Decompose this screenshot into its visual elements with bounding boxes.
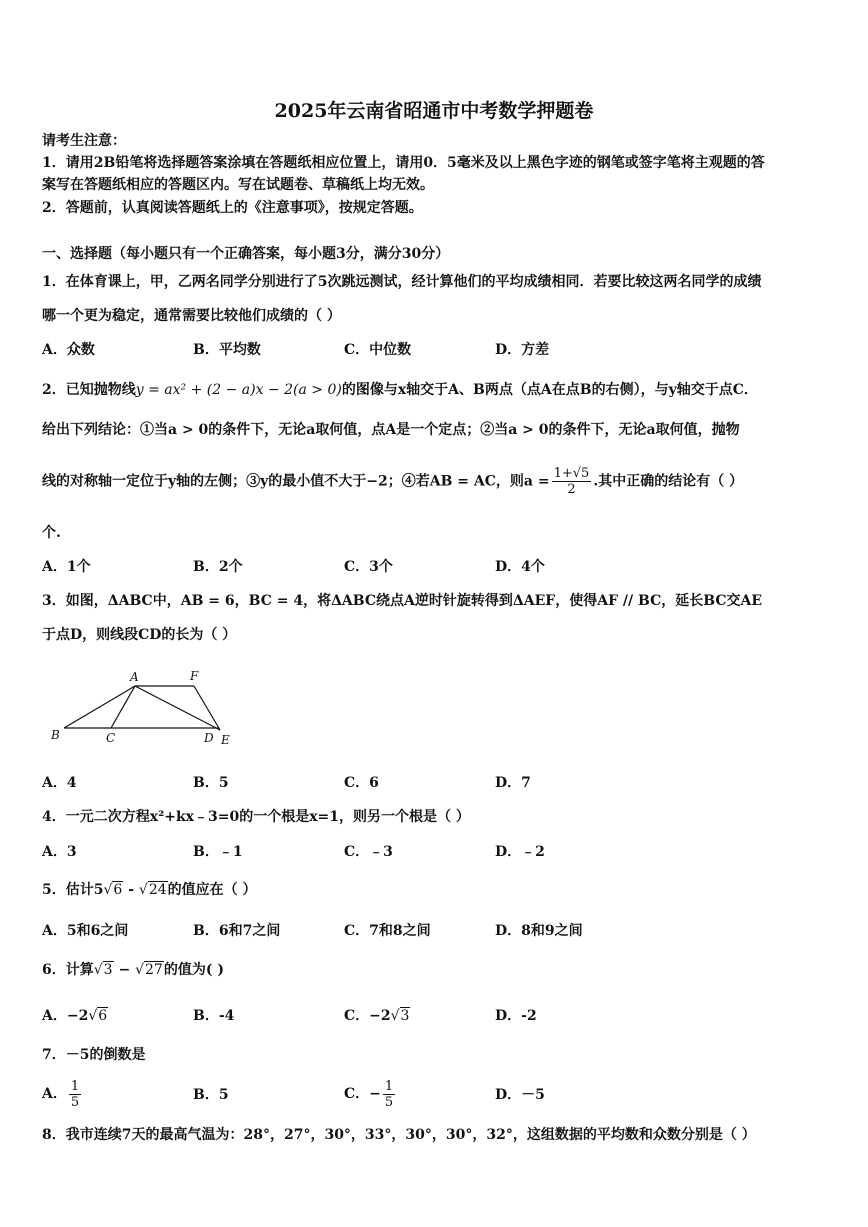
q6-option-b: B．-4 bbox=[193, 1008, 235, 1024]
q3-option-b: B．5 bbox=[193, 775, 229, 791]
notice-item-2: 2．答题前，认真阅读答题纸上的《注意事项》，按规定答题。 bbox=[42, 200, 423, 216]
q5-radicand-2: 24 bbox=[148, 882, 167, 898]
q7-option-c-fraction bbox=[383, 1079, 395, 1110]
q6-option-d: D．-2 bbox=[495, 1008, 537, 1024]
q6-prefix: 6．计算 bbox=[42, 962, 94, 978]
q5-stem: 5．估计5√6 - √24的值应在（ ） bbox=[42, 882, 257, 898]
notice-item-1b: 案写在答题纸相应的答题区内。写在试题卷、草稿纸上均无效。 bbox=[42, 177, 434, 193]
q7-option-a-numerator: 1 bbox=[70, 1078, 80, 1094]
q1-stem-a: 1．在体育课上，甲，乙两名同学分别进行了5次跳远测试，经计算他们的平均成绩相同．若要比较这两名同学的成绩 bbox=[42, 274, 762, 290]
q5-option-b: B．6和7之间 bbox=[193, 923, 281, 939]
q6-option-a: A．−2√6 bbox=[42, 1008, 108, 1024]
q6-option-a-radicand: 6 bbox=[98, 1008, 108, 1024]
q5-radicand-1: 6 bbox=[113, 882, 123, 898]
q1-option-c: C．中位数 bbox=[344, 342, 412, 358]
q7-option-a-label: A． bbox=[42, 1086, 67, 1102]
q7-option-c-numerator: 1 bbox=[384, 1078, 394, 1094]
q6-suffix: 的值为( ) bbox=[163, 962, 224, 978]
q3-stem-a: 3．如图，ΔABC中，AB = 6，BC = 4，将ΔABC绕点A逆时针旋转得到ΔAEF，使得AF // BC，延长BC交AE bbox=[42, 593, 763, 609]
q2-option-b: B．2个 bbox=[193, 559, 243, 575]
q6-minus: − bbox=[113, 962, 136, 978]
q2-stem-d: 个. bbox=[42, 525, 61, 541]
label-c: C bbox=[106, 731, 116, 745]
segment-ac bbox=[111, 686, 135, 728]
q7-stem: 7．－5的倒数是 bbox=[42, 1047, 146, 1063]
page-title: 2025年云南省昭通市中考数学押题卷 bbox=[274, 100, 594, 122]
q2-option-d: D．4个 bbox=[495, 559, 545, 575]
q1-stem-b: 哪一个更为稳定，通常需要比较他们成绩的（ ） bbox=[42, 308, 341, 324]
q2-stem-b: 给出下列结论：①当a > 0的条件下，无论a取何值，点A是一个定点；②当a > 0的条件下，无论a取何值，抛物 bbox=[42, 422, 740, 438]
q2-fraction bbox=[552, 466, 592, 497]
q5-minus: - bbox=[123, 882, 139, 898]
q4-option-c: C．﹣3 bbox=[344, 844, 393, 860]
q1-option-d: D．方差 bbox=[495, 342, 550, 358]
label-b: B bbox=[51, 728, 60, 742]
q2-prefix: 2．已知抛物线 bbox=[42, 382, 136, 398]
notice-heading: 请考生注意： bbox=[42, 133, 126, 149]
q2-stem-a bbox=[42, 380, 758, 400]
segment-ab bbox=[64, 686, 135, 728]
q4-option-a: A．3 bbox=[42, 844, 77, 860]
label-a: A bbox=[130, 670, 139, 684]
label-d: D bbox=[204, 731, 214, 745]
q8-stem: 8．我市连续7天的最高气温为：28°，27°，30°，33°，30°，30°，32°，这组数据的平均数和众数分别是（ ） bbox=[42, 1127, 756, 1143]
section-heading: 一、选择题（每小题只有一个正确答案，每小题3分，满分30分） bbox=[42, 246, 450, 262]
q3-stem-b: 于点D，则线段CD的长为（ ） bbox=[42, 627, 237, 643]
q6-option-a-coef: A．−2 bbox=[42, 1008, 89, 1024]
q2-c-suffix: .其中正确的结论有（ ） bbox=[593, 473, 744, 490]
q2-stem-c bbox=[42, 466, 743, 497]
q6-stem: 6．计算√3 − √27的值为( ) bbox=[42, 962, 224, 978]
q5-option-d: D．8和9之间 bbox=[495, 923, 583, 939]
label-f: F bbox=[190, 669, 199, 683]
q5-suffix: 的值应在（ ） bbox=[167, 882, 257, 898]
q6-option-c-radicand: 3 bbox=[400, 1008, 410, 1024]
q5-prefix: 5．估计5 bbox=[42, 882, 104, 898]
q2-option-c: C．3个 bbox=[344, 559, 393, 575]
q6-option-c: C．−2√3 bbox=[344, 1008, 410, 1024]
q6-radicand-1: 3 bbox=[103, 962, 113, 978]
notice-item-1a: 1．请用2B铅笔将选择题答案涂填在答题纸相应位置上，请用0．5毫米及以上黑色字迹的钢笔或签字笔将主观题的答 bbox=[42, 155, 765, 171]
q7-option-b: B．5 bbox=[193, 1087, 229, 1103]
q7-option-c-denominator: 5 bbox=[384, 1094, 394, 1110]
q4-option-d: D．﹣2 bbox=[495, 844, 545, 860]
q1-option-b: B．平均数 bbox=[193, 342, 261, 358]
q7-option-c bbox=[344, 1076, 397, 1112]
q4-stem: 4．一元二次方程x²+kx﹣3=0的一个根是x=1，则另一个根是（ ） bbox=[42, 809, 470, 825]
q7-option-a-fraction bbox=[69, 1079, 81, 1110]
q2-equation: y = ax² + (2 − a)x − 2(a > 0) bbox=[135, 382, 342, 398]
q2-fraction-denominator: 2 bbox=[567, 482, 576, 497]
q3-option-d: D．7 bbox=[495, 775, 531, 791]
q6-option-c-coef: C．−2 bbox=[344, 1008, 391, 1024]
label-e: E bbox=[221, 733, 230, 747]
q6-radicand-2: 27 bbox=[145, 962, 163, 978]
q2-suffix: 的图像与x轴交于A、B两点（点A在点B的右侧），与y轴交于点C． bbox=[341, 382, 758, 398]
q1-option-a: A．众数 bbox=[42, 342, 95, 358]
q5-option-c: C．7和8之间 bbox=[344, 923, 431, 939]
q3-option-c: C．6 bbox=[344, 775, 379, 791]
q7-option-a-denominator: 5 bbox=[70, 1094, 80, 1110]
q3-option-a: A．4 bbox=[42, 775, 77, 791]
q5-option-a: A．5和6之间 bbox=[42, 923, 129, 939]
q2-option-a: A．1个 bbox=[42, 559, 91, 575]
q4-option-b: B．﹣1 bbox=[193, 844, 243, 860]
q2-c-prefix: 线的对称轴一定位于y轴的左侧；③y的最小值不大于−2；④若AB = AC，则a = bbox=[42, 473, 550, 490]
q2-fraction-numerator: 1+√5 bbox=[553, 466, 590, 481]
q7-option-a bbox=[42, 1076, 83, 1112]
q7-option-d: D．－5 bbox=[495, 1087, 545, 1103]
q7-option-c-label: C．− bbox=[344, 1086, 381, 1102]
q3-geometry-figure bbox=[48, 667, 248, 749]
